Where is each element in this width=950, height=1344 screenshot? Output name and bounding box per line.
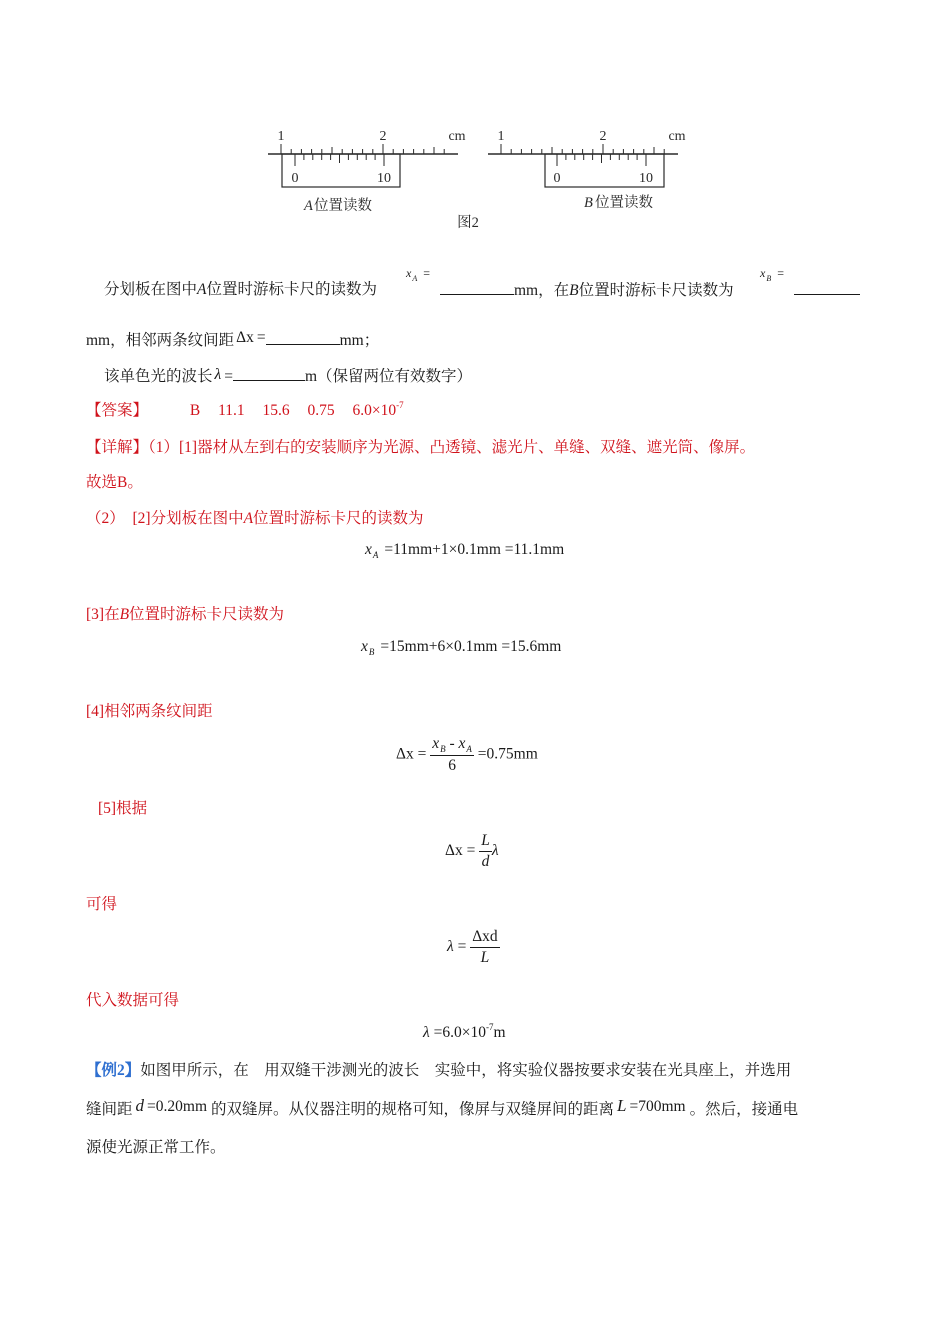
fraction: $\frac{x_B - x_A}{6}$	[432, 735, 472, 774]
example-line-1: 【例2】如图甲所示，在 用双缝干涉测光的波长 实验中，将实验仪器按要求安装在光具座上，并选用	[86, 1062, 792, 1079]
fraction: $\frac{\text{Δxd}}{L}$	[472, 928, 498, 966]
fraction: $\frac{L}{d}$	[481, 832, 490, 870]
equation-xb: $x_B =15mm+6\times 0.1mm =15.6mm$	[361, 638, 562, 657]
vernier-figure	[260, 120, 700, 235]
vernier-label-10: 10	[639, 171, 653, 186]
xb-symbol: $x_B$ =	[760, 266, 784, 283]
unit-label: cm	[668, 129, 686, 144]
detail-p4: [4]相邻两条纹间距	[86, 703, 213, 720]
answer-5: 6.0×10	[352, 402, 397, 419]
equation-result: $\lambda =6.0\times 10^{-7}m$	[423, 1022, 506, 1041]
xa-symbol: $x_A$ =	[406, 266, 430, 283]
vernier-label-0: 0	[553, 171, 561, 186]
caption-a-text: 位置读数	[314, 198, 372, 214]
caption-a-letter: A	[304, 198, 313, 214]
answer-blank-dx[interactable]	[266, 330, 340, 345]
vernier-label-0: 0	[291, 171, 299, 186]
figure-caption: 图2	[457, 215, 479, 231]
answer-line: 【答案】 B 11.1 15.6 0.75 $6.0\times 10^{-7}$	[86, 400, 404, 419]
example-line-2: 缝间距 d =0.20mm 的双缝屏。从仪器注明的规格可知，像屏与双缝屏间的距离 L =700mm 。然后，接通电	[86, 1096, 799, 1118]
equation-xa: $x_A =11mm+1\times 0.1mm =11.1mm$	[365, 541, 565, 560]
answer-4: 0.75	[307, 402, 335, 419]
detail-p2: （2） [2]分划板在图中A位置时游标卡尺的读数为	[86, 510, 424, 527]
answer-3: 15.6	[262, 402, 290, 419]
caption-b-text: 位置读数	[595, 195, 653, 211]
question-line-3: 该单色光的波长 λ = m（保留两位有效数字）	[104, 366, 473, 385]
detail-p1b: 故选B。	[86, 474, 143, 491]
detail-p7: 代入数据可得	[86, 992, 180, 1009]
equation-lambda: λ = $\frac{\text{Δxd}}{L}$	[447, 928, 498, 966]
detail-label: 【详解】	[86, 439, 149, 456]
vernier-panel-b	[488, 129, 686, 211]
main-scale-label-2: 2	[599, 129, 607, 144]
main-scale-label-1: 1	[497, 129, 505, 144]
equation-fringe: Δx = $\frac{L}{d}$ λ	[445, 832, 499, 870]
main-scale-label-1: 1	[277, 129, 285, 144]
detail-p3: [3]在B位置时游标卡尺读数为	[86, 606, 285, 623]
detail-p6: 可得	[86, 896, 118, 913]
equation-dx: Δx = $\frac{x_B - x_A}{6}$ =0.75mm	[396, 735, 538, 774]
answer-blank-lambda[interactable]	[233, 366, 305, 381]
vernier-label-10: 10	[377, 171, 391, 186]
answer-2: 11.1	[218, 402, 245, 419]
caption-b-letter: B	[584, 195, 593, 211]
unit-label: cm	[448, 129, 466, 144]
question-line-2: mm，相邻两条纹间距 Δx = mm；	[86, 329, 380, 349]
example-label: 【例2】	[86, 1062, 141, 1079]
detail-p1: 【详解】（1）[1]器材从左到右的安装顺序为光源、凸透镜、滤光片、单缝、双缝、遮光筒、像屏。	[86, 439, 756, 456]
detail-p5: [5]根据	[98, 800, 148, 817]
answer-1: B	[189, 402, 201, 419]
example-line-3: 源使光源正常工作。	[86, 1139, 226, 1156]
main-scale-label-2: 2	[379, 129, 387, 144]
vernier-panel-a	[268, 129, 466, 214]
answer-blank-xb[interactable]	[794, 280, 860, 301]
answer-label: 【答案】	[86, 402, 149, 419]
answer-blank-xa[interactable]: mm，在B位置时游标卡尺读数为	[440, 280, 734, 301]
question-line-1: 分划板在图中A位置时游标卡尺的读数为	[104, 281, 377, 298]
